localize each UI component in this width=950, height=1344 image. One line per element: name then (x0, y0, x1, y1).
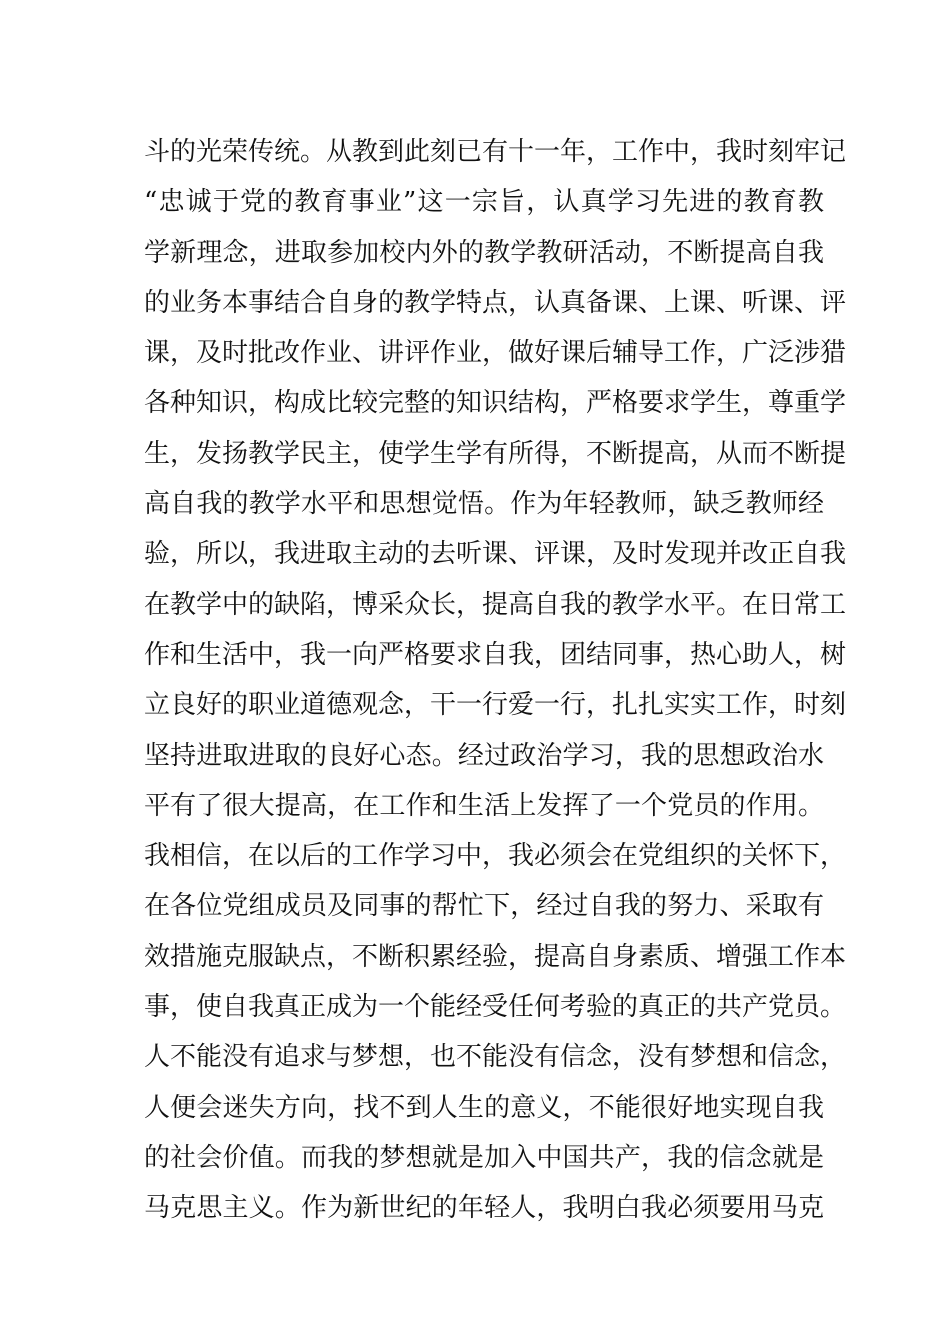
text-line-21: 的社会价值。而我的梦想就是加入中国共产，我的信念就是 (144, 1142, 824, 1173)
text-line-12: 立良好的职业道德观念，干一行爱一行，扎扎实实工作，时刻 (144, 690, 847, 721)
text-line-3: 学新理念，进取参加校内外的教学教研活动，不断提高自我 (144, 237, 824, 268)
text-line-20: 人便会迷失方向，找不到人生的意义，不能很好地实现自我 (144, 1092, 824, 1123)
text-line-10: 在教学中的缺陷，博采众长，提高自我的教学水平。在日常工 (144, 589, 847, 620)
text-line-7: 生，发扬教学民主，使学生学有所得，不断提高，从而不断提 (144, 438, 847, 469)
text-line-22: 马克思主义。作为新世纪的年轻人，我明白我必须要用马克 (144, 1193, 824, 1224)
text-line-6: 各种知识，构成比较完整的知识结构，严格要求学生，尊重学 (144, 388, 847, 419)
text-line-19: 人不能没有追求与梦想，也不能没有信念，没有梦想和信念， (144, 1042, 847, 1073)
text-line-15: 我相信，在以后的工作学习中，我必须会在党组织的关怀下， (144, 841, 847, 872)
text-line-14: 平有了很大提高，在工作和生活上发挥了一个党员的作用。 (144, 790, 824, 821)
text-line-11: 作和生活中，我一向严格要求自我，团结同事，热心助人，树 (144, 639, 847, 670)
text-line-13: 坚持进取进取的良好心态。经过政治学习，我的思想政治水 (144, 740, 824, 771)
text-line-2: “忠诚于党的教育事业”这一宗旨，认真学习先进的教育教 (144, 187, 824, 218)
text-line-17: 效措施克服缺点，不断积累经验，提高自身素质、增强工作本 (144, 941, 847, 972)
text-line-9: 验，所以，我进取主动的去听课、评课，及时发现并改正自我 (144, 539, 847, 570)
text-line-18: 事，使自我真正成为一个能经受任何考验的真正的共产党员。 (144, 992, 847, 1023)
text-line-4: 的业务本事结合自身的教学特点，认真备课、上课、听课、评 (144, 287, 847, 318)
text-line-8: 高自我的教学水平和思想觉悟。作为年轻教师，缺乏教师经 (144, 489, 824, 520)
body-text (144, 127, 847, 1234)
text-line-5: 课，及时批改作业、讲评作业，做好课后辅导工作，广泛涉猎 (144, 338, 847, 369)
text-line-16: 在各位党组成员及同事的帮忙下，经过自我的努力、采取有 (144, 891, 824, 922)
text-line-1: 斗的光荣传统。从教到此刻已有十一年，工作中，我时刻牢记 (144, 137, 847, 167)
